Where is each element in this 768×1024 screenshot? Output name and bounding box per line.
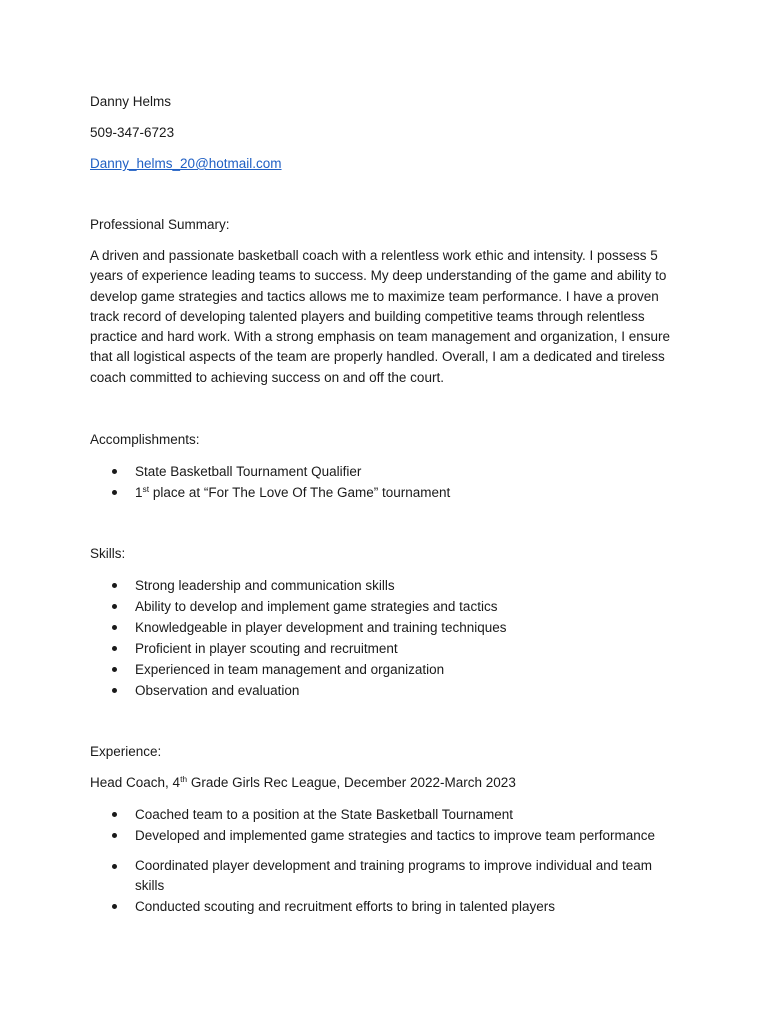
accomplishment-text: State Basketball Tournament Qualifier [135, 464, 362, 479]
list-item [90, 482, 690, 503]
list-item: Conducted scouting and recruitment efforts to bring in talented players [90, 896, 690, 917]
experience-list [90, 804, 690, 917]
list-item: Strong leadership and communication skills [90, 575, 690, 596]
list-item [90, 461, 690, 482]
summary-paragraph: A driven and passionate basketball coach with a relentless work ethic and intensity. I possess 5 years of experience leading teams to success. My deep understanding of the game and ability to develop game strategies and tactics allows me to maximize team performance. I have a proven track record of developing talented players and building competitive teams through relentless practice and hard work. With a strong emphasis on team management and organization, I ensure that all logistical aspects of the team are properly handled. Overall, I am a dedicated and tireless coach committed to achieving success on and off the court. [90, 248, 671, 385]
skills-heading: Skills: [90, 546, 126, 561]
skills-list [90, 575, 690, 701]
job-title-prefix: Head Coach, 4 [90, 775, 181, 790]
experience-heading: Experience: [90, 744, 162, 759]
list-item: Proficient in player scouting and recruitment [90, 638, 690, 659]
accomplishment-prefix: 1 [135, 485, 143, 500]
accomplishments-heading: Accomplishments: [90, 432, 200, 447]
list-item: Ability to develop and implement game strategies and tactics [90, 596, 690, 617]
list-item: Coached team to a position at the State Basketball Tournament [90, 804, 690, 825]
accomplishments-list [90, 461, 690, 503]
contact-email-link[interactable]: Danny_helms_20@hotmail.com [90, 156, 282, 171]
summary-heading: Professional Summary: [90, 217, 230, 232]
job-title-suffix: Grade Girls Rec League, December 2022-March 2023 [187, 775, 516, 790]
list-item: Developed and implemented game strategies and tactics to improve team performance [90, 825, 690, 846]
accomplishment-text: place at “For The Love Of The Game” tournament [149, 485, 451, 500]
list-item: Observation and evaluation [90, 680, 690, 701]
list-item: Knowledgeable in player development and training techniques [90, 617, 690, 638]
contact-phone: 509-347-6723 [90, 125, 175, 140]
contact-name: Danny Helms [90, 94, 172, 109]
ordinal-suffix: th [180, 774, 188, 784]
list-item: Experienced in team management and organization [90, 659, 690, 680]
ordinal-suffix: st [142, 484, 150, 494]
list-item: Coordinated player development and training programs to improve individual and team skills [90, 856, 675, 896]
job-title [90, 773, 516, 793]
